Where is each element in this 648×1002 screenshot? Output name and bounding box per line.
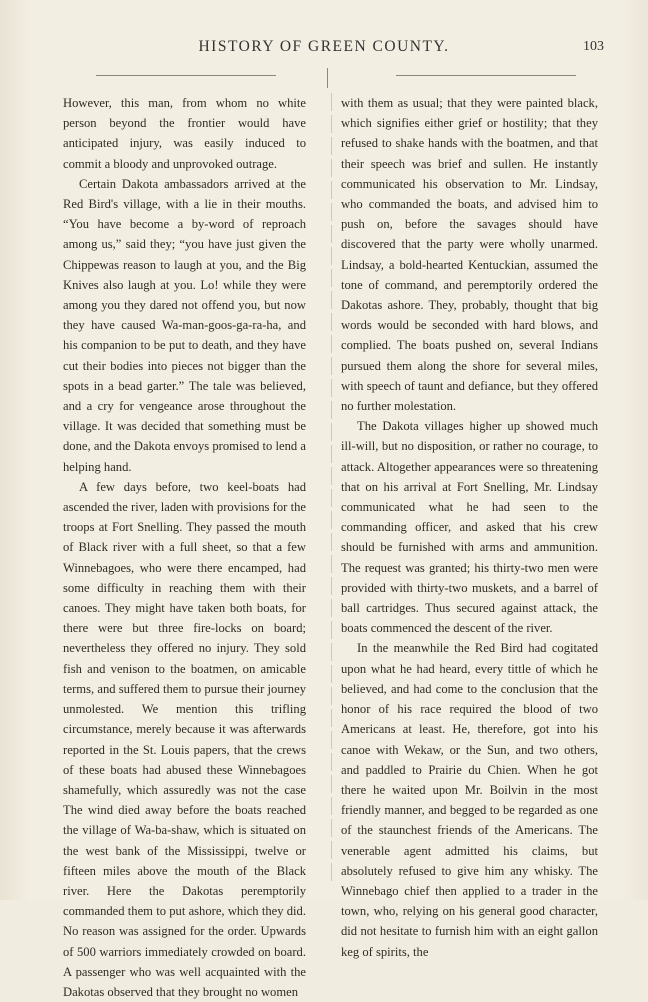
paragraph: In the meanwhile the Red Bird had cogitated upon what he had heard, every tittle of which he believed, and had come to the conclusion that the honor of his race required the blood of two Americans at least. He, therefore, got into his canoe with Wekaw, or the Sun, and two others, and paddled to Prairie du Chien. When he got there he waited upon Mr. Boilvin in the most friendly manner, and begged to be regarded as one of the staunchest friends of the Americans. The venerable agent admitted his claims, but absolutely refused to give him any whisky. The Winnebago chief then applied to a trader in the town, who, relying on his general good character, did not hesitate to furnish him with an eight gallon keg of spirits, the [341, 641, 598, 959]
page-number: 103 [583, 39, 604, 54]
header-rule-left [96, 75, 276, 76]
paragraph: However, this man, from whom no white person beyond the frontier would have anticipated injury, was easily induced to commit a bloody and unprovoked outrage. [63, 96, 306, 171]
page-header [0, 38, 648, 62]
paragraph: The Dakota villages higher up showed much ill-will, but no disposition, or rather no courage, to attack. Altogether appearances were so threatening that on his arrival at Fort Snelling, Mr. Lindsay communicated what he had seen to the commanding officer, and asked that his crew should be furnished with arms and ammunition. The request was granted; his thirty-two men were provided with thirty-two muskets, and a barrel of ball cartridges. Thus secured against attack, the boats commenced the descent of the river. [341, 419, 598, 636]
paragraph: A few days before, two keel-boats had ascended the river, laden with provisions for the troops at Fort Snelling. They passed the mouth of Black river with a full sheet, so that a few Winnebagoes, who were there encamped, had some difficulty in reaching them with their canoes. They might have taken both boats, for there were but three fire-locks on board; nevertheless they offered no injury. They sold fish and venison to the boatmen, on amicable terms, and suffered them to pursue their journey unmolested. We mention this trifling circumstance, merely because it was afterwards reported in the St. Louis papers, that the crews of these boats had abused these Winnebagoes shamefully, which assuredly was not the case The wind died away before the boats reached the village of Wa-ba-shaw, which is situated on the west bank of the Mississippi, twelve or fifteen miles above the mouth of the Black river. Here the Dakotas peremptorily commanded them to put ashore, which they did. No reason was assigned for the order. Upwards of 500 warriors immediately crowded on board. A passenger who was well acquainted with the Dakotas observed that they brought no women [63, 479, 306, 999]
left-column [63, 93, 306, 1002]
column-divider [331, 93, 332, 885]
header-rule-right [396, 75, 576, 76]
running-title: HISTORY OF GREEN COUNTY. [198, 38, 450, 55]
paragraph: Certain Dakota ambassadors arrived at the Red Bird's village, with a lie in their mouths. “You have become a by-word of reproach among us,” said they; “you have just given the Chippewas reason to laugh at you, and the Big Knives also laugh at you. Lo! while they were among you they dared not offend you, but now they have caused Wa-man-goos-ga-ra-ha, and his companion to be put to death, and they have cut their bodies into pieces not bigger than the spots in a bead garter.” The tale was believed, and a cry for vengeance arose throughout the village. It was decided that something must be done, and the Dakota envoys promised to lend a helping hand. [63, 176, 306, 474]
header-column-mark [327, 68, 328, 88]
paragraph: with them as usual; that they were painted black, which signifies either grief or hostility; that they refused to shake hands with the boatmen, and that their speech was brief and sullen. He instantly communicated his observation to Mr. Lindsay, who commanded the boats, and advised him to push on, before the savages should have discovered that the party were wholly unarmed. Lindsay, a bold-hearted Kentuckian, assumed the tone of command, and peremptorily ordered the Dakotas ashore. They, probably, thought that big words would be seconded with hard blows, and complied. The boats pushed on, several Indians pursued them along the shore for several miles, with speech of taunt and defiance, but they offered no further molestation. [341, 96, 598, 414]
right-column [341, 93, 598, 962]
